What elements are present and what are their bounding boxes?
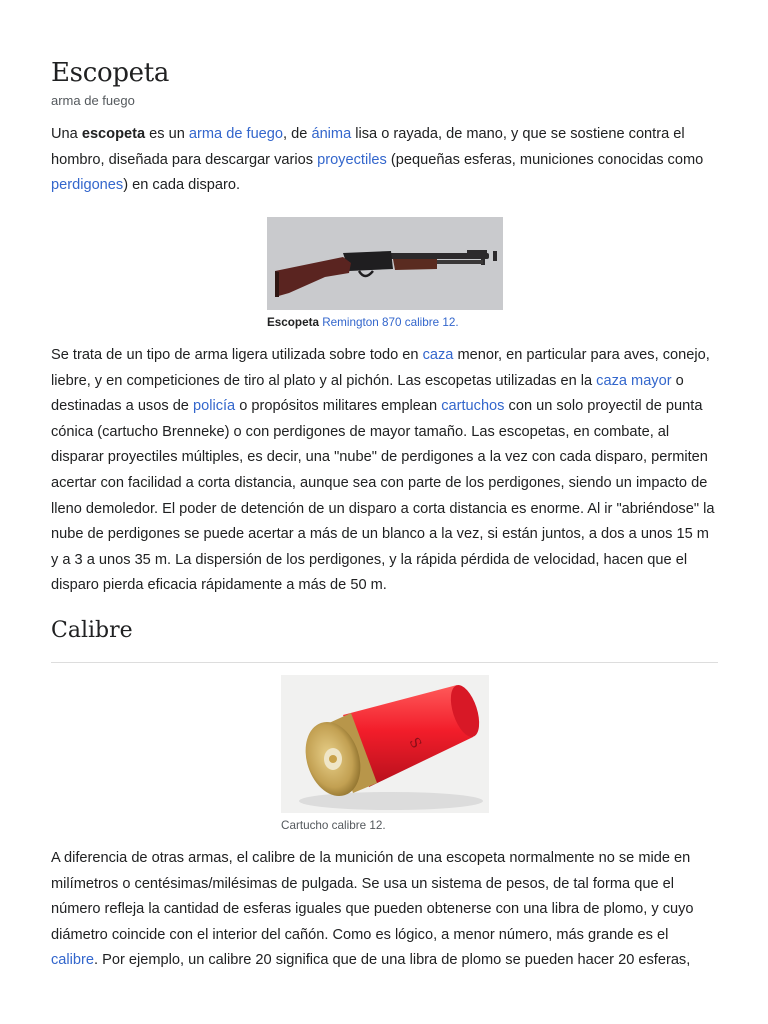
calibre-text: A diferencia de otras armas, el calibre de la munición de una escopeta normalmente no se mide en milímetros o centésimas/milésimas de pulgada. Se usa un sistema de pesos, de tal forma que el número refleja la cantidad de esferas iguales que pueden obtenerse con una libra de plomo, y cuyo diámetro coincide con el interior del cañón. Como es lógico, a menor número, más grande es el <box>51 850 694 943</box>
caption-bold: Escopeta <box>267 316 319 329</box>
link-arma-de-fuego[interactable]: arma de fuego <box>188 126 284 142</box>
link-perdigones[interactable]: perdigones <box>51 177 124 194</box>
link-caza[interactable]: caza <box>422 347 454 363</box>
usage-text: menor, en particular para aves, conejo, liebre, y en competiciones de tiro al plato y al pichón. Las escopetas utilizadas en la <box>51 347 710 389</box>
shell-caption: Cartucho calibre 12. <box>281 819 386 832</box>
calibre-text: . Por ejemplo, un calibre 20 significa que de una libra de plomo se pueden hacer 20 esferas, <box>94 952 691 969</box>
section-heading-calibre: Calibre <box>51 618 133 643</box>
link-calibre[interactable]: calibre <box>51 952 94 969</box>
link-proyectiles[interactable]: proyectiles <box>317 151 387 168</box>
intro-paragraph <box>51 122 718 199</box>
shotgun-shell-image[interactable] <box>281 675 489 813</box>
intro-text: lisa o rayada, de mano, y que se sostiene contra el hombro, diseñada para descargar varios <box>51 126 685 168</box>
link-cartuchos[interactable]: cartuchos <box>441 398 505 415</box>
usage-text: o propósitos militares emplean <box>235 398 442 415</box>
intro-text: (pequeñas esferas, municiones conocidas como <box>386 151 704 168</box>
intro-text: ) en cada disparo. <box>123 177 241 194</box>
svg-text:S: S <box>405 735 425 752</box>
shell-figure <box>281 675 489 832</box>
link-anima[interactable]: ánima <box>311 126 352 142</box>
usage-paragraph <box>51 343 718 599</box>
link-policia[interactable]: policía <box>192 398 236 415</box>
link-caza-mayor[interactable]: caza mayor <box>596 372 672 389</box>
link-remington-870[interactable]: Remington 870 calibre 12. <box>322 316 459 329</box>
usage-text: o destinadas a usos de <box>51 372 684 415</box>
shotgun-figure <box>267 217 503 329</box>
shotgun-caption <box>267 316 503 329</box>
shotgun-icon <box>267 217 503 310</box>
page-title: Escopeta <box>51 58 170 88</box>
intro-text: , de <box>283 126 312 142</box>
page-subtitle: arma de fuego <box>51 93 135 108</box>
usage-text: Se trata de un tipo de arma ligera utilizada sobre todo en <box>51 347 423 363</box>
intro-text: Una <box>51 126 82 142</box>
calibre-paragraph <box>51 846 718 974</box>
usage-text: con un solo proyectil de punta cónica (cartucho Brenneke) o con perdigones de mayor tamaño. Las escopetas, en combate, al disparar proyectiles múltiples, es decir, una "nube" de perdigones a la vez con cada disparo, permiten acertar con facilidad a corta distancia, aunque sea con parte de los perdigones, siendo un impacto de lleno demoledor. El poder de detención de un disparo a corta distancia es enorme. Al ir "abriéndose" la nube de perdigones se puede acertar a más de un blanco a la vez, si están juntos, a dos a unos 15 m y a 3 a unos 35 m. La dispersión de los perdigones, y la rápida pérdida de velocidad, hacen que el disparo pierda eficacia rápidamente a más de 50 m. <box>51 398 715 594</box>
shotgun-shell-icon <box>281 675 489 813</box>
section-divider <box>51 662 718 663</box>
intro-bold-term: escopeta <box>81 126 146 142</box>
intro-text: es un <box>145 126 189 142</box>
shotgun-image[interactable] <box>267 217 503 310</box>
